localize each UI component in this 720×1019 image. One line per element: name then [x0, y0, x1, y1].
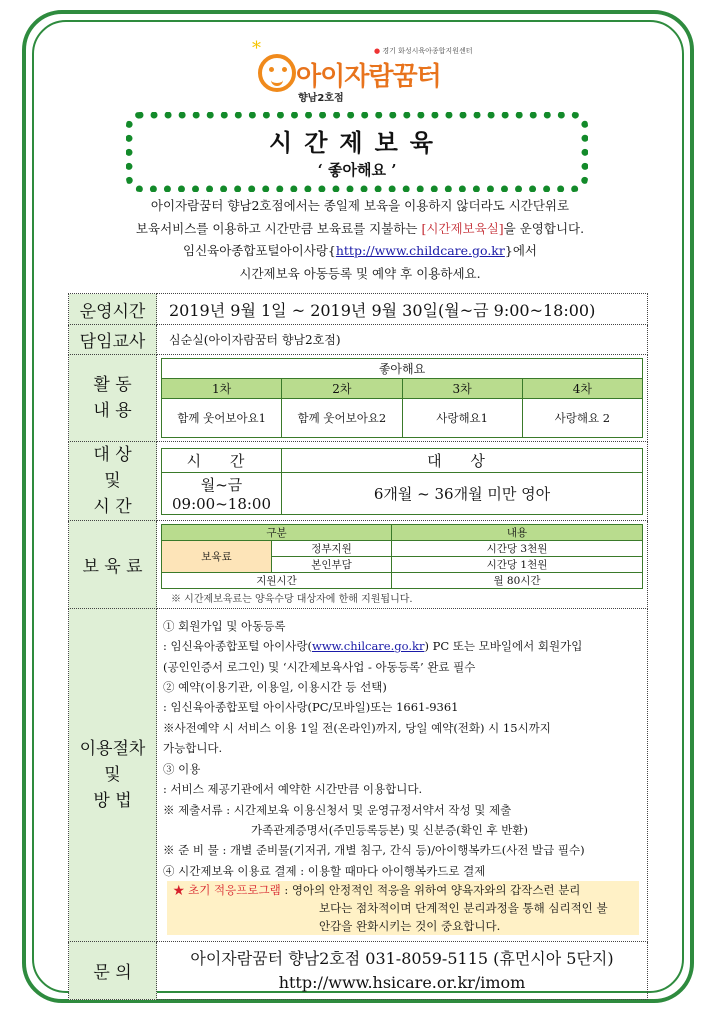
activity-step: 1차 — [162, 379, 282, 399]
target-label: 대 상 및 시 간 — [69, 442, 157, 521]
contact-phone: 아이자람꿈터 향남2호점 031-8059-5115 (휴먼시아 5단지) — [190, 948, 614, 968]
activity-item: 사랑해요 2 — [522, 399, 642, 438]
logo — [252, 38, 488, 104]
proc-line: : 임신육아종합포털 아이사랑(PC/모바일)또는 1661-9361 — [163, 700, 459, 715]
proc-step-2: ② 예약(이용기관, 이용일, 이용시간 등 선택) — [163, 680, 387, 695]
row-activity — [69, 355, 648, 442]
activity-step: 4차 — [522, 379, 642, 399]
note-star: ★ 초기 적응프로그램 — [173, 883, 281, 898]
target-header: 대 상 — [282, 448, 643, 472]
target-value: 6개월 ~ 36개월 미만 영아 — [282, 472, 643, 514]
logo-name: 아이자람꿈터 — [296, 62, 441, 92]
activity-table — [161, 358, 643, 438]
row-contact — [69, 942, 648, 1000]
page-title: 시간제보육 — [269, 128, 445, 157]
procedure-content — [157, 609, 648, 942]
row-fee — [69, 521, 648, 609]
activity-item: 사랑해요1 — [402, 399, 522, 438]
fee-support-value: 월 80시간 — [392, 573, 643, 589]
adaptation-note: ★ 초기 적응프로그램 : 영아의 안정적인 적응을 위하여 양육자와의 갑작스런 분리 보다는 점차적이며 단계적인 분리과정을 통해 심리적인 불 안감을 완화시키는 것이 중요합니다. — [167, 881, 639, 935]
contact-label: 문 의 — [69, 942, 157, 1000]
activity-step: 3차 — [402, 379, 522, 399]
intro-line-1: 아이자람꿈터 향남2호점에서는 종일제 보육을 이용하지 않더라도 시간단위로 — [150, 198, 570, 213]
activity-title: 좋아해요 — [162, 359, 643, 379]
intro-line-3: 임신육아종합포털아이사랑{http://www.childcare.go.kr}에서 — [183, 243, 537, 258]
fee-gov-value: 시간당 3천원 — [392, 541, 643, 557]
proc-line: ※ 제출서류 : 시간제보육 이용신청서 및 운영규정서약서 작성 및 제출 — [163, 802, 512, 817]
fee-note: ※ 시간제보육료는 양육수당 대상자에 한해 지원됩니다. — [171, 594, 413, 605]
time-value: 월~금 09:00~18:00 — [162, 472, 282, 514]
proc-line: ※사전예약 시 서비스 이용 1일 전(온라인)까지, 당일 예약(전화) 시 15시까지 — [163, 720, 551, 735]
teacher-value: 심순실(아이자람꿈터 향남2호점) — [157, 325, 648, 355]
fee-gov: 정부지원 — [272, 541, 392, 557]
proc-line: (공인인증서 로그인) 및 ‘시간제보육사업 - 아동등록’ 완료 필수 — [163, 659, 476, 674]
row-hours — [69, 294, 648, 325]
logo-mark-icon: ● — [374, 47, 381, 55]
fee-content-header: 내용 — [392, 525, 643, 541]
proc-line: ※ 준 비 물 : 개별 준비물(기저귀, 개별 침구, 간식 등)/아이행복카드(사전 발급 필수) — [163, 843, 585, 858]
proc-step-3: ③ 이용 — [163, 761, 201, 776]
hours-value: 2019년 9월 1일 ~ 2019년 9월 30일(월~금 9:00~18:00) — [157, 294, 648, 325]
contact-url[interactable]: http://www.hsicare.or.kr/imom — [278, 972, 526, 992]
row-teacher — [69, 325, 648, 355]
fee-self: 본인부담 — [272, 557, 392, 573]
proc-line: 가족관계증명서(주민등록등본) 및 신분증(확인 후 반환) — [251, 822, 528, 837]
proc-step-1: ① 회원가입 및 아동등록 — [163, 618, 286, 633]
fee-label: 보 육 료 — [69, 521, 157, 609]
info-table — [68, 293, 648, 1000]
intro-line-4: 시간제보육 아동등록 및 예약 후 이용하세요. — [239, 265, 481, 281]
logo-subtext — [374, 46, 472, 56]
activity-step: 2차 — [282, 379, 402, 399]
intro-highlight: [시간제보육실] — [421, 220, 504, 236]
page-subtitle: ‘ 좋아해요 ’ — [317, 161, 397, 179]
proc-line: : 임신육아종합포털 아이사랑(www.chilcare.go.kr) PC 또는 모바일에서 회원가입 — [163, 639, 583, 654]
logo-branch: 향남2호점 — [298, 93, 344, 104]
fee-category: 보육료 — [162, 541, 272, 573]
intro-line-2: 보육서비스를 이용하고 시간만큼 보육료를 지불하는 [시간제보육실]을 운영합니다. — [135, 220, 585, 236]
teacher-label: 담임교사 — [69, 325, 157, 355]
logo-sub-label: 경기 화성시육아종합지원센터 — [382, 47, 473, 55]
time-header: 시 간 — [162, 448, 282, 472]
contact-content — [157, 942, 648, 1000]
fee-table — [161, 524, 643, 589]
proc-step-4: ④ 시간제보육 이용료 결제 : 이용할 때마다 아이행복카드로 결제 — [163, 863, 486, 878]
fee-type-header: 구분 — [162, 525, 392, 541]
smile-face-icon — [258, 54, 296, 92]
title-box — [126, 112, 588, 192]
hours-label: 운영시간 — [69, 294, 157, 325]
procedure-label: 이용절차 및 방 법 — [69, 609, 157, 942]
activity-item: 함께 웃어보아요2 — [282, 399, 402, 438]
target-table — [161, 448, 643, 515]
intro-text — [70, 195, 650, 285]
activity-item: 함께 웃어보아요1 — [162, 399, 282, 438]
fee-support-time: 지원시간 — [162, 573, 392, 589]
childcare-link[interactable]: http://www.childcare.go.kr — [335, 243, 505, 258]
activity-label: 활 동 내 용 — [69, 355, 157, 442]
row-procedure — [69, 609, 648, 942]
proc-line: 가능합니다. — [163, 741, 223, 756]
chilcare-link[interactable]: www.chilcare.go.kr — [311, 639, 425, 654]
fee-self-value: 시간당 1천원 — [392, 557, 643, 573]
proc-line: : 서비스 제공기관에서 예약한 시간만큼 이용합니다. — [163, 782, 423, 797]
star-icon: * — [252, 38, 261, 59]
row-target — [69, 442, 648, 521]
